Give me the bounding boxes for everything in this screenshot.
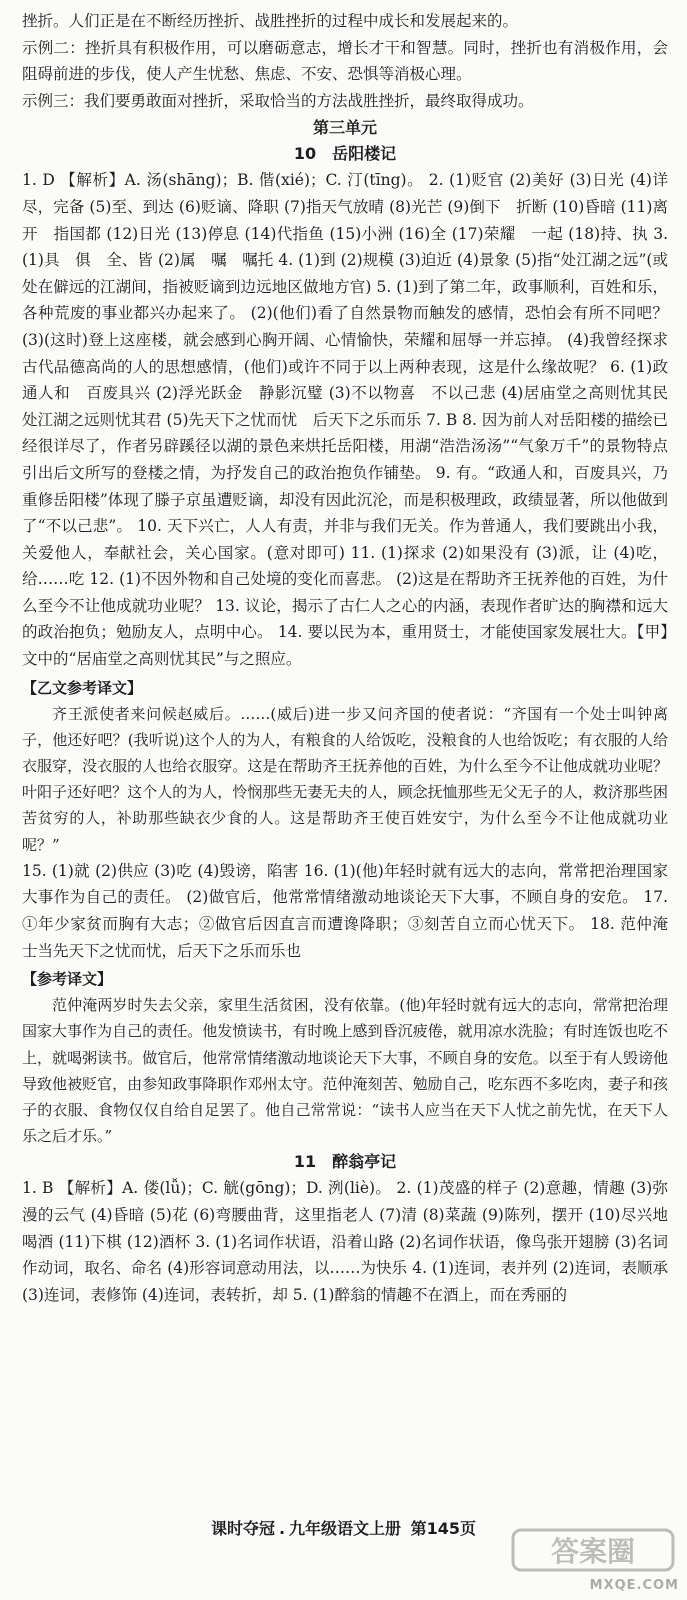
intro-paragraph-2: 示例二：挫折具有积极作用，可以磨砺意志，增长才干和智慧。同时，挫折也有消极作用，会阻碍前进的步伐，使人产生忧愁、焦虑、不安、恐惧等消极心理。 [22,38,668,84]
unit-title: 第三单元 [312,118,377,138]
footer-brand: 课时夺冠 [210,1519,275,1538]
footer-page-number: 第145页 [410,1519,477,1538]
lesson-11-answers: 1. B 【解析】A. 偻(lǚ)；C. 觥(gōng)；D. 洌(liè)。 2. (1)茂盛的样子 (2)意趣，情趣 (3)弥漫的云气 (4)昏暗 (5)花 (6)弯腰曲背，这里指老人 (7)清 (8)菜蔬 (9)陈列，摆开 (10)尽兴地喝酒 (11)下棋 (12)酒杯 3. (1)名词作状语，沿着山路 (2)名词作状语，像鸟张开翅膀 (3)名词作动词，取名、命名 (4)形容词意动用法，以……为快乐 4. (1)连词，表并列 (2)连词，表顺承 (3)连词，表修饰 (4)连词，表转折，却 5. (1)醉翁的情趣不在酒上，而在秀丽的 [22,1179,668,1304]
yi-translation-text: 齐王派使者来问候赵威后。……(威后)进一步又问齐国的使者说：“齐国有一个处士叫钟离子，他还好吧？(我听说)这个人的为人，有粮食的人给饭吃，没粮食的人也给饭吃；有衣服的人给衣服穿，没衣服的人也给衣服穿。这是在帮助齐王抚养他的百姓，为什么至今不让他成就功业呢？叶阳子还好吧？这个人的为人，怜悯那些无妻无夫的人，顾念抚恤那些无父无子的人，救济那些困苦贫穷的人，补助那些缺衣少食的人。这是帮助齐王使百姓安宁，为什么至今不让他成就功业呢？” [22,704,668,854]
answer-page [22,8,684,1308]
reference-translation-text: 范仲淹两岁时失去父亲，家里生活贫困，没有依靠。(他)年轻时就有远大的志向，常常把治理国家大事作为自己的责任。他发愤读书，有时晚上感到昏沉疲倦，就用凉水洗脸；有时连饭也吃不上，就喝粥读书。做官后，他常常情绪激动地谈论天下大事，不顾自身的安危。以至于有人毁谤他导致他被贬官，由参知政事降职作邓州太守。范仲淹刻苦、勉励自己，吃东西不多吃肉，妻子和孩子的衣服、食物仅仅自给自足罢了。他自己常常说：“读书人应当在天下人忧之前先忧，在天下人乐之后才乐。” [22,996,668,1146]
yi-translation-heading: 【乙文参考译文】 [22,678,143,697]
lesson-10-title: 10 岳阳楼记 [293,144,397,164]
reference-translation-heading: 【参考译文】 [22,970,113,989]
intro-paragraph-1: 挫折。人们正是在不断经历挫折、战胜挫折的过程中成长和发展起来的。 [22,12,519,30]
lesson-11-title: 11 醉翁亭记 [293,1152,397,1172]
watermark-logo [509,1524,679,1594]
page-footer: 课时夺冠 . 九年级语文上册 第145页 [210,1519,477,1538]
watermark-url: MXQE.COM [589,1578,679,1593]
lesson-10-answers: 1. D 【解析】A. 汤(shāng)；B. 偕(xié)；C. 汀(tīng)。 2. (1)贬官 (2)美好 (3)日光 (4)详尽，完备 (5)至、到达 (6)贬谪、降职 (7)指天气放晴 (8)光芒 (9)倒下 折断 (10)昏暗 (11)离开 指国都 (12)日光 (13)停息 (14)代指鱼 (15)小洲 (16)全 (17)荣耀 一起 (18)持、执 3. (1)具 俱 全、皆 (2)属 嘱 嘱托 4. (1)到 (2)规模 (3)迫近 (4)景象 (5)指“处江湖之远”(或处在僻远的江湖间，指被贬谪到边远地区做地方官) 5. (1)到了第二年，政事顺利，百姓和乐，各种荒废的事业都兴办起来了。 (2)(他们)看了自然景物而触发的感情，恐怕会有所不同吧？ (3)(这时)登上这座楼，就会感到心胸开阔、心情愉快，荣耀和屈辱一并忘掉。 (4)我曾经探求古代品德高尚的人的思想感情，(他们)或许不同于以上两种表现，这是什么缘故呢？ 6. (1)政通人和 百废具兴 (2)浮光跃金 静影沉璧 (3)不以物喜 不以己悲 (4)居庙堂之高则忧其民 处江湖之远则忧其君 (5)先天下之忧而忧 后天下之乐而乐 7. B 8. 因为前人对岳阳楼的描绘已经很详尽了，作者另辟蹊径以湖的景色来烘托岳阳楼，用湖“浩浩汤汤”“气象万千”的景物特点引出后文所写的登楼之情，为抒发自己的政治抱负作铺垫。 9. 有。“政通人和，百废具兴，乃重修岳阳楼”体现了滕子京虽遭贬谪，却没有因此沉沦，而是积极理政，政绩显著，所以他做到了“不以己悲”。 10. 天下兴亡，人人有责，并非与我们无关。作为普通人，我们要跳出小我，关爱他人，奉献社会，关心国家。(意对即可) 11. (1)探求 (2)如果没有 (3)派，让 (4)吃，给……吃 12. (1)不因外物和自己处境的变化而喜悲。 (2)这是在帮助齐王抚养他的百姓，为什么至今不让他成就功业呢？ 13. 议论，揭示了古仁人之心的内涵，表现作者旷达的胸襟和远大的政治抱负；勉励友人，点明中心。 14. 要以民为本，重用贤士，才能使国家发展壮大。【甲】文中的“居庙堂之高则忧其民”与之照应。 [22,171,684,669]
extra-answers: 15. (1)就 (2)供应 (3)吃 (4)毁谤，陷害 16. (1)(他)年轻时就有远大的志向，常常把治理国家大事作为自己的责任。 (2)做官后，他常常情绪激动地谈论天下大事，不顾自身的安危。 17. ①年少家贫而胸有大志；②做官后因直言而遭谗降职；③刻苦自立而心忧天下。 18. 范仲淹 士当先天下之忧而忧，后天下之乐而乐也 [22,861,684,960]
intro-paragraph-3: 示例三：我们要勇敢面对挫折，采取恰当的方法战胜挫折，最终取得成功。 [22,91,534,110]
footer-book: 九年级语文上册 [289,1519,402,1538]
watermark-logo-icon [509,1524,679,1576]
watermark-logo-text: 答案圈 [550,1535,636,1568]
